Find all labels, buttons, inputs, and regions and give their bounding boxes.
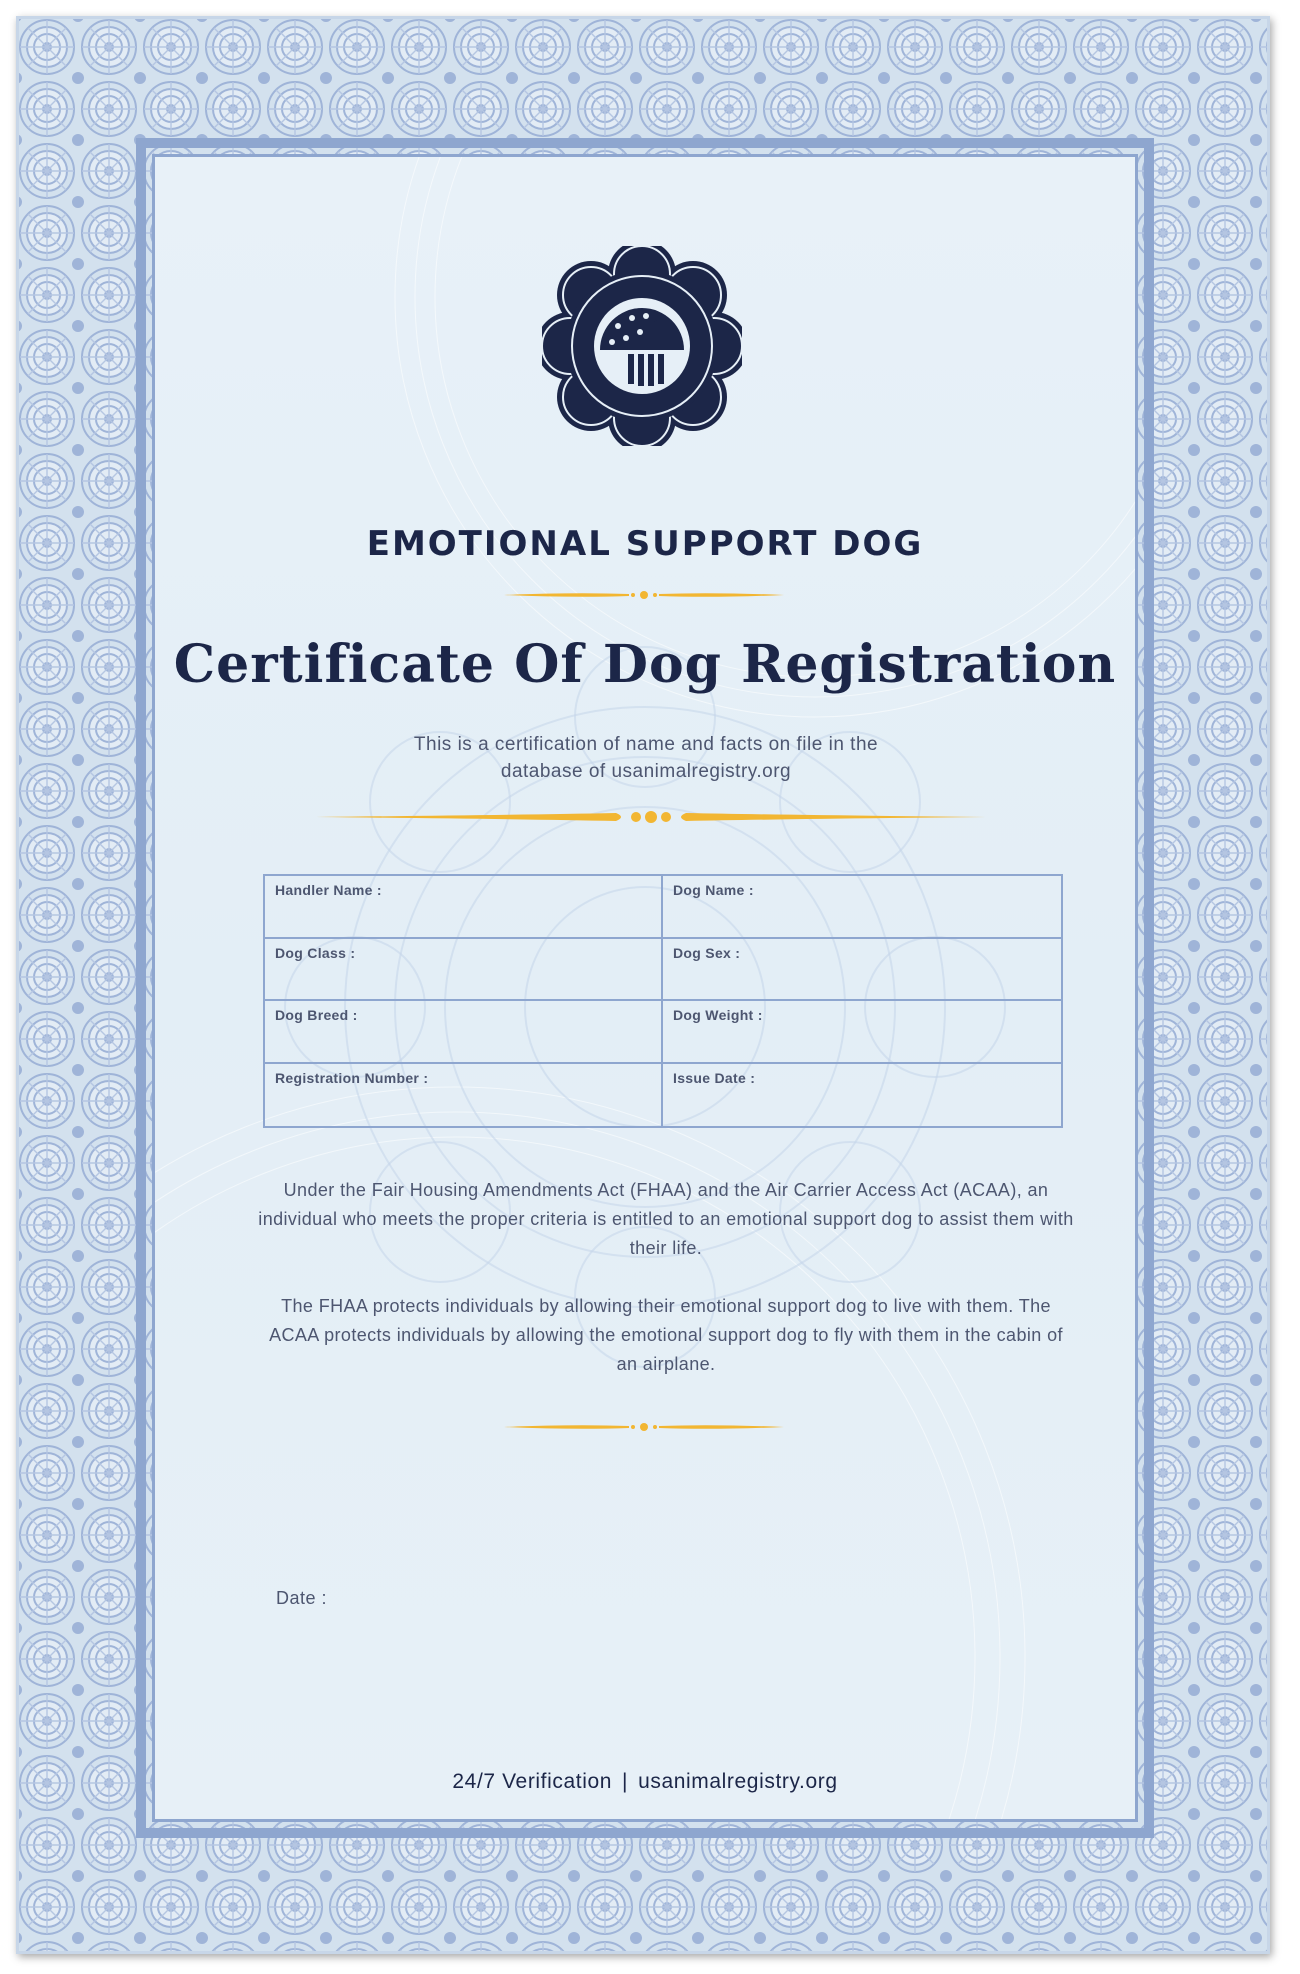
verification-footer	[155, 1770, 1135, 1794]
gold-divider-bottom	[504, 1420, 784, 1434]
certificate-sheet	[16, 16, 1270, 1954]
dog-name-field[interactable]: Dog Name :	[663, 876, 1061, 939]
gold-divider-top	[504, 588, 784, 602]
verification-text: 24/7 Verification	[452, 1770, 613, 1793]
dog-registry-seal-logo	[542, 246, 742, 446]
registration-info-table	[263, 874, 1063, 1128]
dog-breed-field[interactable]: Dog Breed :	[265, 1001, 663, 1064]
registration-number-field[interactable]: Registration Number :	[265, 1064, 663, 1127]
handler-name-field[interactable]: Handler Name :	[265, 876, 663, 939]
verification-url[interactable]: usanimalregistry.org	[638, 1770, 838, 1793]
legal-paragraph-1: Under the Fair Housing Amendments Act (FHAA) and the Air Carrier Access Act (ACAA), an individual who meets the proper criteria is entitled to an emotional support dog to assist them with their life.	[258, 1180, 1074, 1258]
dog-weight-field[interactable]: Dog Weight :	[663, 1001, 1061, 1064]
certificate-subtitle: This is a certification of name and facts on file in the database of usanimalregistry.org	[413, 734, 879, 782]
certificate-title: Certificate Of Dog Registration	[173, 634, 1117, 695]
footer-separator: |	[622, 1770, 629, 1793]
certificate-heading: EMOTIONAL SUPPORT DOG	[366, 524, 924, 564]
dog-sex-field[interactable]: Dog Sex :	[663, 939, 1061, 1002]
gold-divider-middle	[316, 808, 986, 826]
legal-paragraph-2: The FHAA protects individuals by allowing their emotional support dog to live with them. The ACAA protects individuals by allowing the emotional support dog to fly with them in the cabin of an airplane.	[269, 1296, 1063, 1374]
issue-date-field[interactable]: Issue Date :	[673, 1069, 756, 1086]
dog-class-field[interactable]: Dog Class :	[265, 939, 663, 1002]
date-label: Date :	[276, 1588, 328, 1608]
